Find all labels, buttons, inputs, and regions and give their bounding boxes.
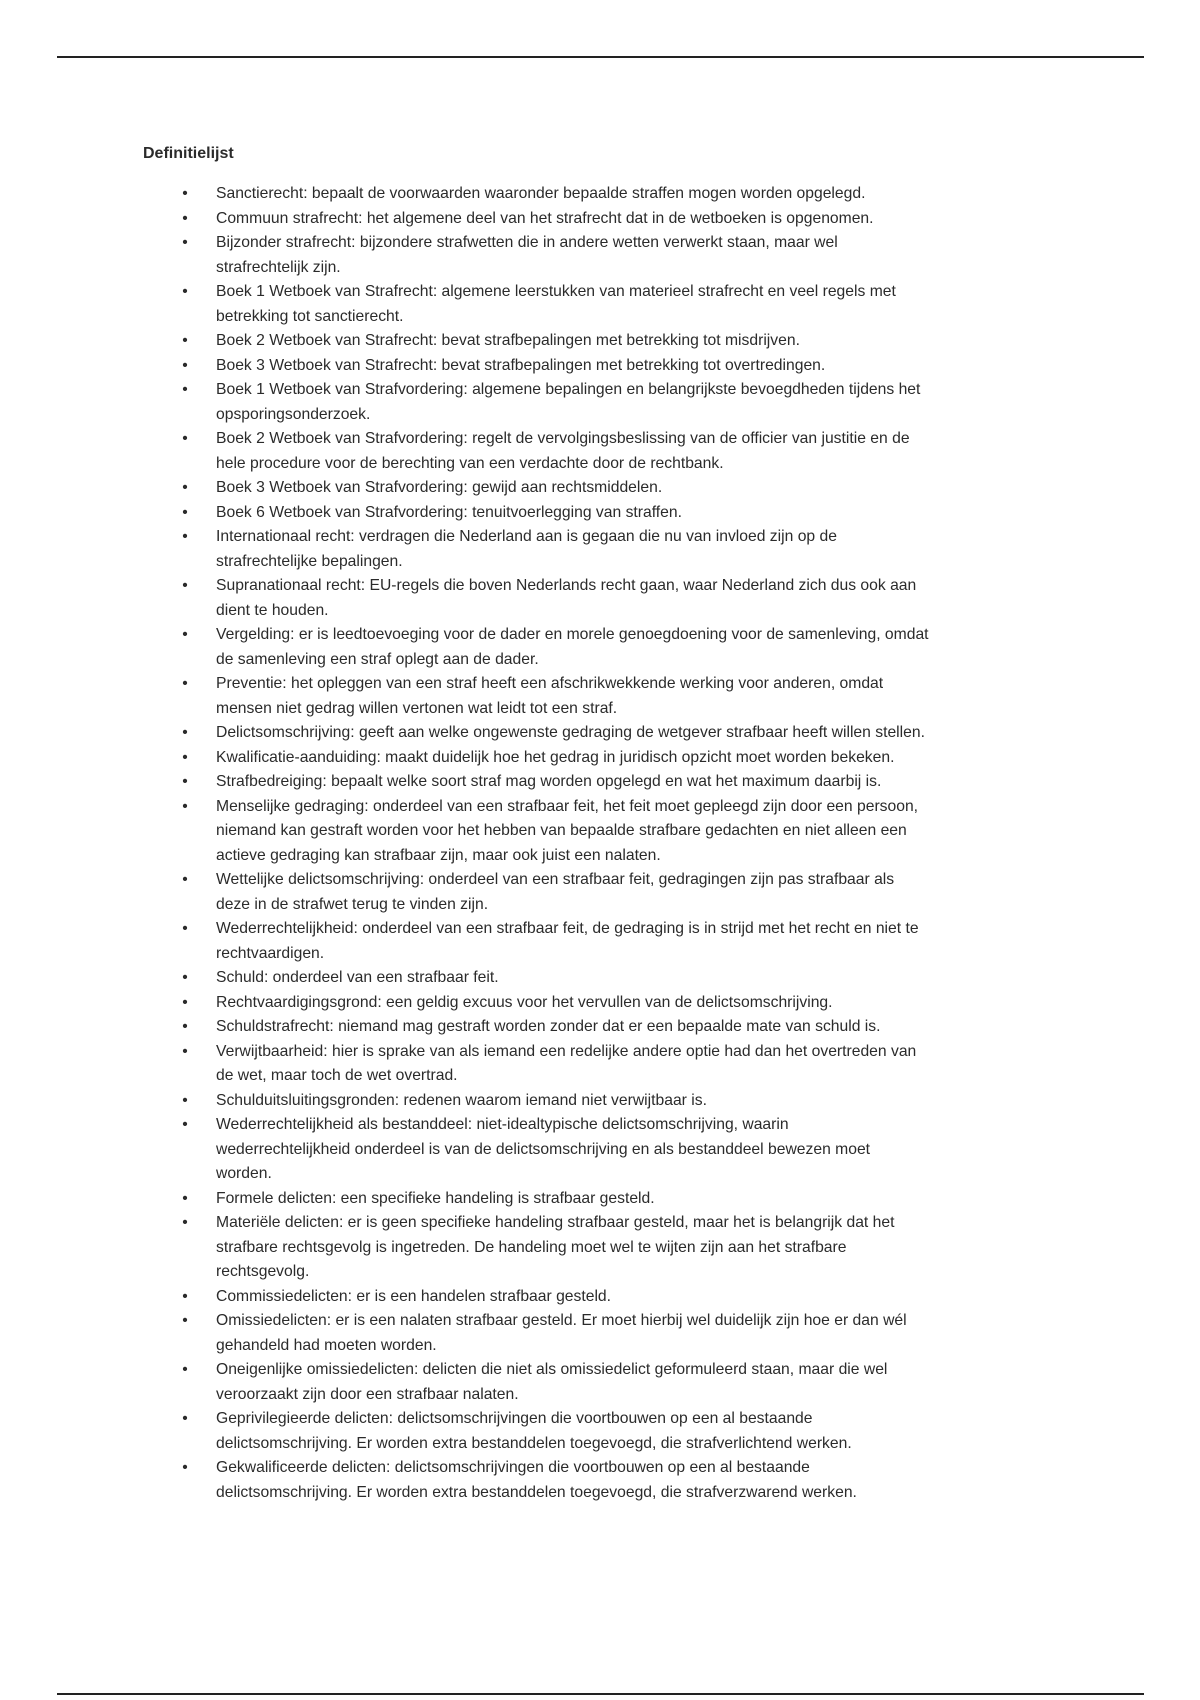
bullet-icon: • bbox=[182, 993, 188, 1011]
definition-text: Omissiedelicten: er is een nalaten strafbaar gesteld. Er moet hierbij wel duidelijk zijn hoe er dan wél gehandeld had moeten worden. bbox=[216, 1312, 907, 1354]
bullet-icon: • bbox=[182, 503, 188, 521]
bullet-icon: • bbox=[182, 185, 188, 202]
header-rule bbox=[57, 56, 1144, 58]
bullet-icon: • bbox=[182, 773, 188, 790]
bullet-icon: • bbox=[182, 1361, 188, 1378]
bullet-icon: • bbox=[182, 577, 188, 594]
definition-text: Kwalificatie-aanduiding: maakt duidelijk hoe het gedrag in juridisch opzicht moet worden bekeken. bbox=[216, 748, 895, 766]
definition-text: Boek 1 Wetboek van Strafrecht: algemene leerstukken van materieel strafrecht en veel regels met betrekking tot sanctierecht. bbox=[216, 283, 896, 325]
document-title: Definitielijst bbox=[143, 145, 234, 162]
definition-item bbox=[143, 868, 1063, 917]
bullet-icon: • bbox=[182, 626, 188, 643]
definition-text: Boek 1 Wetboek van Strafvordering: algemene bepalingen en belangrijkste bevoegdheden tijdens het opsporingsonderzoek. bbox=[216, 381, 921, 423]
definition-text: Oneigenlijke omissiedelicten: delicten die niet als omissiedelict geformuleerd staan, maar die wel veroorzaakt zijn door een strafbaar nalaten. bbox=[216, 1361, 888, 1403]
definition-text: Wederrechtelijkheid: onderdeel van een strafbaar feit, de gedraging is in strijd met het recht en niet te rechtvaardigen. bbox=[216, 920, 919, 962]
definition-item bbox=[143, 623, 1063, 672]
bullet-icon: • bbox=[182, 1459, 188, 1476]
definition-text: Wettelijke delictsomschrijving: onderdeel van een strafbaar feit, gedragingen zijn pas strafbaar als deze in de strafwet terug te vinden zijn. bbox=[216, 871, 895, 913]
definition-item bbox=[143, 501, 1063, 526]
definition-item bbox=[143, 231, 1063, 280]
bullet-icon: • bbox=[182, 1018, 188, 1035]
definition-item bbox=[143, 574, 1063, 623]
bullet-icon: • bbox=[182, 332, 188, 349]
definition-item bbox=[143, 746, 1063, 771]
bullet-icon: • bbox=[182, 381, 188, 398]
definition-text: Boek 3 Wetboek van Strafrecht: bevat strafbepalingen met betrekking tot overtredingen. bbox=[216, 356, 826, 374]
definition-item bbox=[143, 329, 1063, 354]
definition-item bbox=[143, 1015, 1063, 1040]
definition-item bbox=[143, 1211, 1063, 1285]
definition-item bbox=[143, 1089, 1063, 1114]
definition-text: Schuldstrafrecht: niemand mag gestraft worden zonder dat er een bepaalde mate van schuld is. bbox=[216, 1018, 881, 1035]
definition-text: Schulduitsluitingsgronden: redenen waarom iemand niet verwijtbaar is. bbox=[216, 1091, 707, 1109]
bullet-icon: • bbox=[182, 1287, 188, 1305]
definition-text: Verwijtbaarheid: hier is sprake van als iemand een redelijke andere optie had dan het overtreden van de wet, maar toch de wet overtrad. bbox=[216, 1042, 917, 1084]
definition-item bbox=[143, 207, 1063, 232]
page-body bbox=[143, 142, 1063, 1505]
definition-item bbox=[143, 966, 1063, 991]
bullet-icon: • bbox=[182, 1189, 188, 1207]
bullet-icon: • bbox=[182, 1091, 188, 1109]
bullet-icon: • bbox=[182, 969, 188, 986]
bullet-icon: • bbox=[182, 209, 188, 227]
definition-text: Preventie: het opleggen van een straf heeft een afschrikwekkende werking voor anderen, omdat mensen niet gedrag willen vertonen wat leidt tot een straf. bbox=[216, 675, 884, 717]
definition-item bbox=[143, 1285, 1063, 1310]
bullet-icon: • bbox=[182, 920, 188, 937]
definition-text: Boek 6 Wetboek van Strafvordering: tenuitvoerlegging van straffen. bbox=[216, 503, 682, 521]
definition-item bbox=[143, 1187, 1063, 1212]
definition-text: Delictsomschrijving: geeft aan welke ongewenste gedraging de wetgever strafbaar heeft willen stellen. bbox=[216, 724, 925, 741]
definition-text: Commuun strafrecht: het algemene deel van het strafrecht dat in de wetboeken is opgenomen. bbox=[216, 209, 874, 227]
definition-text: Geprivilegieerde delicten: delictsomschrijvingen die voortbouwen op een al bestaande delictsomschrijving. Er worden extra bestanddelen toegevoegd, die strafverlichtend werken. bbox=[216, 1410, 852, 1452]
definition-text: Internationaal recht: verdragen die Nederland aan is gegaan die nu van invloed zijn op de strafrechtelijke bepalingen. bbox=[216, 528, 837, 570]
definition-text: Sanctierecht: bepaalt de voorwaarden waaronder bepaalde straffen mogen worden opgelegd. bbox=[216, 185, 866, 202]
bullet-icon: • bbox=[182, 724, 188, 741]
definition-text: Wederrechtelijkheid als bestanddeel: niet-idealtypische delictsomschrijving, waarin wederrechtelijkheid onderdeel is van de delictsomschrijving en als bestanddeel bewezen moet worden. bbox=[216, 1116, 871, 1182]
bullet-icon: • bbox=[182, 748, 188, 766]
bullet-icon: • bbox=[182, 528, 188, 545]
bullet-icon: • bbox=[182, 1214, 188, 1231]
definition-text: Strafbedreiging: bepaalt welke soort straf mag worden opgelegd en wat het maximum daarbij is. bbox=[216, 773, 882, 790]
definition-text: Schuld: onderdeel van een strafbaar feit. bbox=[216, 969, 499, 986]
bullet-icon: • bbox=[182, 1042, 188, 1060]
bullet-icon: • bbox=[182, 356, 188, 374]
definition-text: Rechtvaardigingsgrond: een geldig excuus voor het vervullen van de delictsomschrijving. bbox=[216, 993, 833, 1011]
definition-item bbox=[143, 378, 1063, 427]
definition-item bbox=[143, 672, 1063, 721]
definition-item bbox=[143, 354, 1063, 379]
definition-text: Vergelding: er is leedtoevoeging voor de dader en morele genoegdoening voor de samenleving, omdat de samenleving een straf oplegt aan de dader. bbox=[216, 626, 929, 668]
definition-text: Formele delicten: een specifieke handeling is strafbaar gesteld. bbox=[216, 1189, 655, 1207]
bullet-icon: • bbox=[182, 430, 188, 447]
definition-item bbox=[143, 476, 1063, 501]
definition-text: Boek 3 Wetboek van Strafvordering: gewijd aan rechtsmiddelen. bbox=[216, 479, 663, 496]
bullet-icon: • bbox=[182, 234, 188, 251]
bullet-icon: • bbox=[182, 1410, 188, 1427]
bullet-icon: • bbox=[182, 1116, 188, 1133]
definition-item bbox=[143, 991, 1063, 1016]
definition-list bbox=[143, 182, 1063, 1505]
definition-item bbox=[143, 1407, 1063, 1456]
footer-rule bbox=[57, 1693, 1144, 1695]
bullet-icon: • bbox=[182, 871, 188, 888]
definition-item bbox=[143, 525, 1063, 574]
bullet-icon: • bbox=[182, 1312, 188, 1329]
definition-text: Commissiedelicten: er is een handelen strafbaar gesteld. bbox=[216, 1287, 612, 1305]
bullet-icon: • bbox=[182, 479, 188, 496]
definition-item bbox=[143, 427, 1063, 476]
definition-item bbox=[143, 917, 1063, 966]
bullet-icon: • bbox=[182, 675, 188, 692]
definition-item bbox=[143, 182, 1063, 207]
definition-text: Bijzonder strafrecht: bijzondere strafwetten die in andere wetten verwerkt staan, maar wel strafrechtelijk zijn. bbox=[216, 234, 838, 276]
definition-text: Materiële delicten: er is geen specifieke handeling strafbaar gesteld, maar het is belangrijk dat het strafbare rechtsgevolg is ingetreden. De handeling moet wel te wijten zijn aan het strafbare rechtsgevolg. bbox=[216, 1214, 895, 1280]
definition-item bbox=[143, 1113, 1063, 1187]
definition-text: Boek 2 Wetboek van Strafrecht: bevat strafbepalingen met betrekking tot misdrijven. bbox=[216, 332, 800, 349]
definition-item bbox=[143, 280, 1063, 329]
definition-item bbox=[143, 1456, 1063, 1505]
definition-item bbox=[143, 1309, 1063, 1358]
definition-item bbox=[143, 721, 1063, 746]
definition-item bbox=[143, 1040, 1063, 1089]
definition-item bbox=[143, 795, 1063, 869]
definition-text: Gekwalificeerde delicten: delictsomschrijvingen die voortbouwen op een al bestaande delictsomschrijving. Er worden extra bestanddelen toegevoegd, die strafverzwarend werken. bbox=[216, 1459, 857, 1501]
definition-item bbox=[143, 1358, 1063, 1407]
definition-item bbox=[143, 770, 1063, 795]
definition-text: Menselijke gedraging: onderdeel van een strafbaar feit, het feit moet gepleegd zijn door een persoon, niemand kan gestraft worden voor het hebben van bepaalde strafbare gedachten en niet alleen een actieve gedraging kan strafbaar zijn, maar ook juist een nalaten. bbox=[216, 797, 919, 864]
definition-text: Supranationaal recht: EU-regels die boven Nederlands recht gaan, waar Nederland zich dus ook aan dient te houden. bbox=[216, 577, 917, 619]
bullet-icon: • bbox=[182, 797, 188, 815]
bullet-icon: • bbox=[182, 283, 188, 300]
definition-text: Boek 2 Wetboek van Strafvordering: regelt de vervolgingsbeslissing van de officier van justitie en de hele procedure voor de berechting van een verdachte door de rechtbank. bbox=[216, 430, 910, 472]
